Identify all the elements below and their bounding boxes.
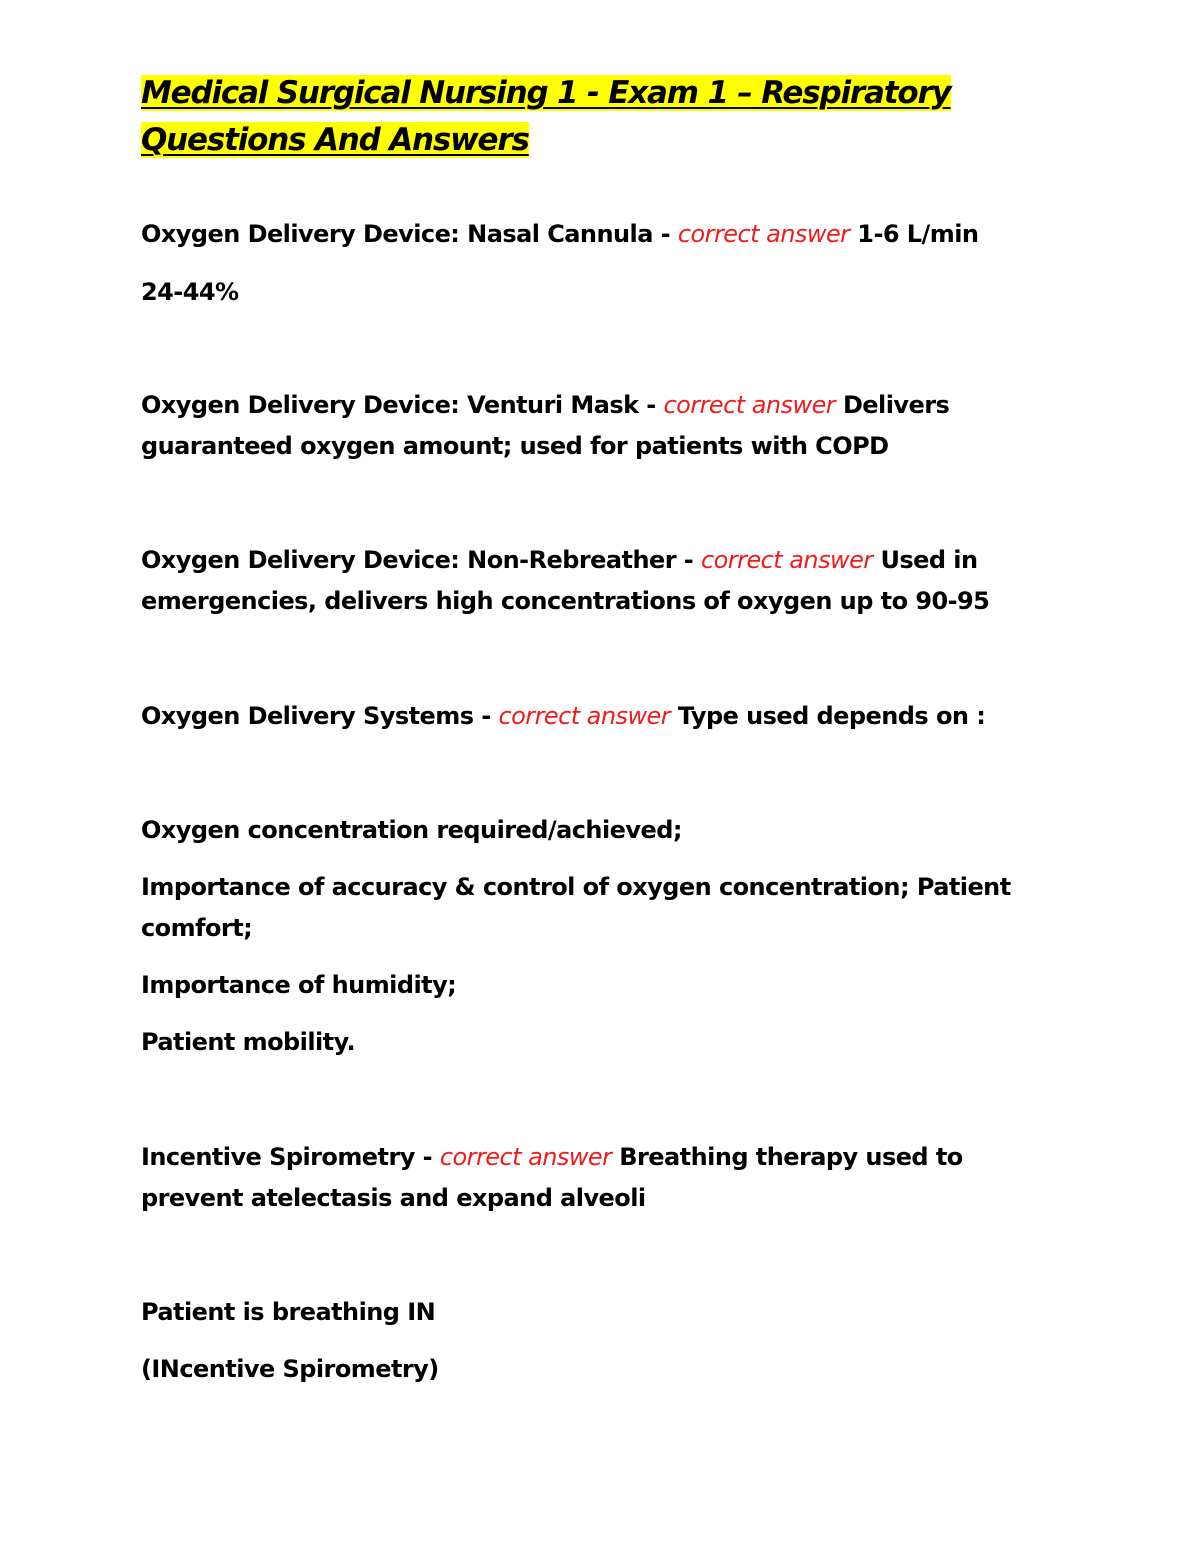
list-item: Patient mobility. [141, 1028, 356, 1056]
answer-continuation: emergencies, delivers high concentrations of oxygen up to 90-95 [141, 587, 990, 615]
answer-continuation: guaranteed oxygen amount; used for patients with COPD [141, 432, 889, 460]
qa-question-non-rebreather [141, 540, 1041, 581]
correct-answer-label: correct answer [439, 1143, 612, 1171]
qa-question-nasal-cannula [141, 214, 1041, 255]
list-item: Importance of accuracy & control of oxygen concentration; Patient [141, 873, 1011, 901]
answer-extra-line: 24-44% [141, 278, 239, 306]
answer-text: Delivers [842, 391, 950, 419]
correct-answer-label: correct answer [677, 220, 850, 248]
answer-continuation: prevent atelectasis and expand alveoli [141, 1184, 646, 1212]
correct-answer-label: correct answer [498, 702, 671, 730]
answer-text: Used in [880, 546, 978, 574]
question-text: Oxygen Delivery Device: Venturi Mask - [141, 391, 664, 419]
note-line: (INcentive Spirometry) [141, 1355, 439, 1383]
qa-question-delivery-systems [141, 696, 1041, 737]
list-item: comfort; [141, 914, 253, 942]
title-line-2: Questions And Answers [141, 122, 529, 158]
note-line: Patient is breathing IN [141, 1298, 436, 1326]
correct-answer-label: correct answer [701, 546, 873, 574]
list-item: Importance of humidity; [141, 971, 457, 999]
answer-text: Breathing therapy used to [619, 1143, 963, 1171]
list-item: Oxygen concentration required/achieved; [141, 816, 682, 844]
question-text: Oxygen Delivery Systems - [141, 702, 499, 730]
question-text: Oxygen Delivery Device: Non-Rebreather - [141, 546, 702, 574]
document-title [141, 70, 1041, 164]
question-text: Oxygen Delivery Device: Nasal Cannula - [141, 220, 678, 248]
qa-question-incentive-spirometry [141, 1137, 1041, 1178]
question-text: Incentive Spirometry - [141, 1143, 440, 1171]
correct-answer-label: correct answer [663, 391, 836, 419]
title-line-1: Medical Surgical Nursing 1 - Exam 1 – Respiratory [141, 75, 951, 111]
answer-text: 1-6 L/min [857, 220, 979, 248]
answer-text: Type used depends on : [677, 702, 986, 730]
qa-question-venturi-mask [141, 385, 1041, 426]
